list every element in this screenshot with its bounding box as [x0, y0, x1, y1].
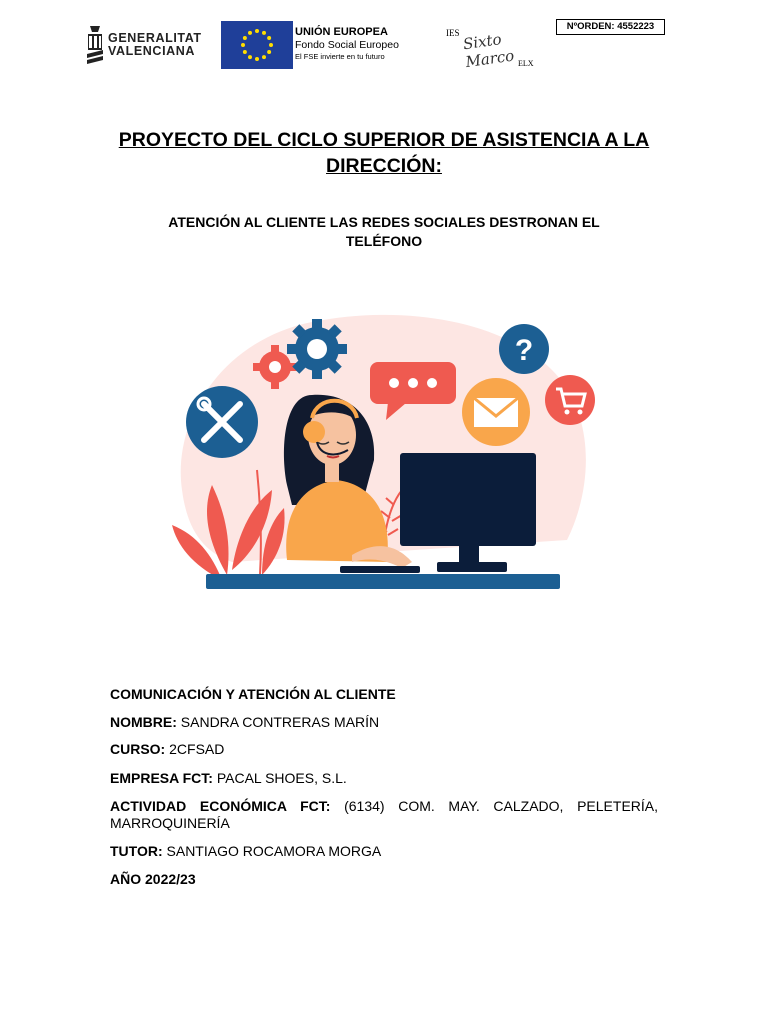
name-label: NOMBRE: — [110, 714, 177, 730]
tutor-value: SANTIAGO ROCAMORA MORGA — [166, 843, 382, 859]
eu-star — [255, 57, 259, 61]
tutor-row — [110, 843, 658, 860]
activity-label: ACTIVIDAD ECONÓMICA FCT: — [110, 798, 331, 814]
page-subtitle: ATENCIÓN AL CLIENTE LAS REDES SOCIALES DESTRONAN EL TELÉFONO — [168, 214, 600, 249]
wrench-screwdriver-icon — [186, 386, 258, 458]
page-title: PROYECTO DEL CICLO SUPERIOR DE ASISTENCIA A LA DIRECCIÓN: — [118, 129, 650, 177]
eu-star — [267, 50, 271, 54]
year-row — [110, 871, 658, 888]
course-row — [110, 741, 658, 758]
course-label: CURSO: — [110, 741, 166, 757]
eu-tagline: El FSE invierte en tu futuro — [295, 52, 385, 61]
eu-star — [241, 43, 245, 47]
eu-star — [267, 36, 271, 40]
eu-star — [262, 55, 266, 59]
company-value: PACAL SHOES, S.L. — [216, 770, 347, 786]
ies-city: ELX — [518, 59, 534, 68]
eu-star — [248, 55, 252, 59]
company-row — [110, 770, 658, 787]
svg-text:?: ? — [514, 334, 534, 367]
activity-row — [110, 798, 658, 832]
eu-star — [243, 36, 247, 40]
shopping-cart-icon — [545, 375, 595, 425]
eu-star — [255, 29, 259, 33]
question-icon — [499, 324, 549, 374]
eu-flag-icon — [221, 21, 293, 69]
customer-service-illustration — [112, 300, 656, 600]
eu-star — [243, 50, 247, 54]
coat-of-arms-icon — [84, 24, 106, 68]
order-number: NºORDEN: 4552223 — [556, 19, 665, 35]
year: AÑO 2022/23 — [110, 871, 196, 887]
union-europea-logo — [221, 21, 421, 69]
activity-value: (6134) COM. MAY. CALZADO, PELETERÍA, MARROQUINERÍA — [110, 798, 659, 831]
eu-title: UNIÓN EUROPEA — [295, 26, 388, 38]
name-value: SANDRA CONTRERAS MARÍN — [180, 714, 380, 730]
keyboard — [340, 566, 420, 573]
ies-name: Sixto Marco — [461, 30, 516, 72]
generalitat-valenciana-logo — [84, 24, 204, 68]
gear-icon — [287, 319, 347, 379]
ies-prefix: IES — [446, 28, 460, 38]
module-name: COMUNICACIÓN Y ATENCIÓN AL CLIENTE — [110, 686, 396, 702]
eu-star — [248, 31, 252, 35]
tutor-label: TUTOR: — [110, 843, 163, 859]
computer-monitor-icon — [400, 453, 536, 572]
course-value: 2CFSAD — [169, 741, 225, 757]
desk — [206, 574, 560, 589]
company-label: EMPRESA FCT: — [110, 770, 213, 786]
student-name-row — [110, 714, 658, 731]
gv-line2: VALENCIANA — [108, 44, 196, 58]
gv-line1: GENERALITAT — [108, 31, 202, 45]
eu-star — [262, 31, 266, 35]
eu-star — [269, 43, 273, 47]
ies-sixto-marco-logo — [444, 22, 540, 72]
envelope-icon — [462, 378, 530, 446]
eu-fund: Fondo Social Europeo — [295, 39, 399, 51]
